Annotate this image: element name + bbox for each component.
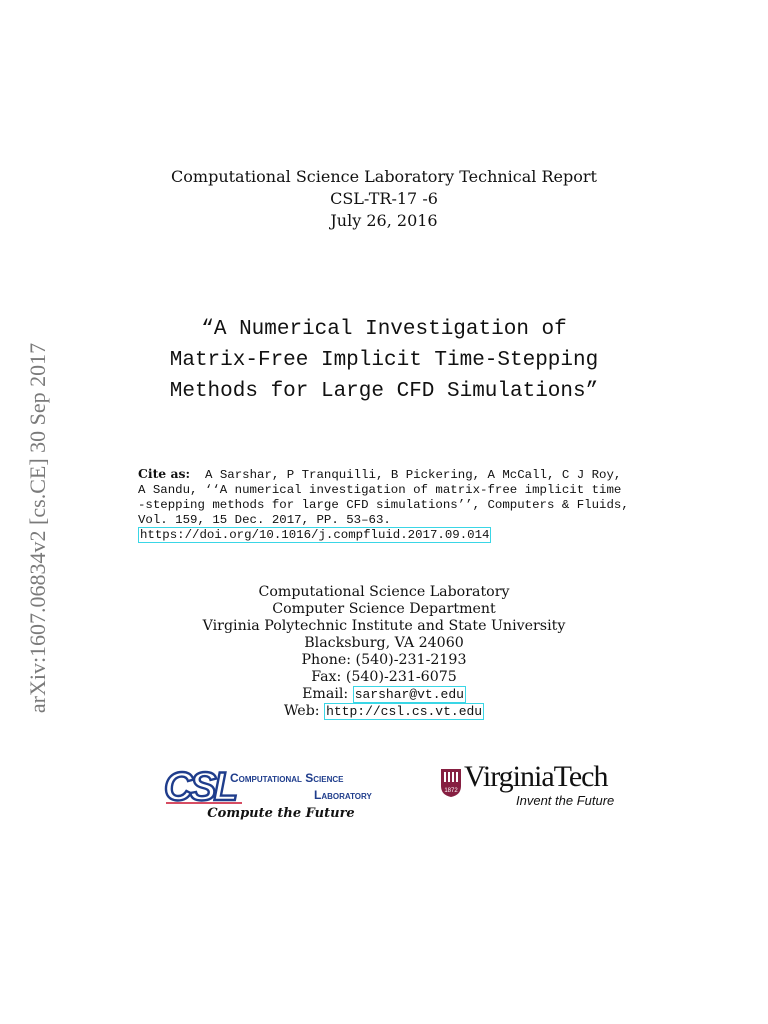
csl-line1: Computational Science [230,771,344,785]
citation-line-2: A Sandu, ‘‘A numerical investigation of matrix-free implicit time [138,483,622,497]
report-number: CSL-TR-17 -6 [330,189,438,208]
web-label: Web: [283,703,320,719]
contact-lab: Computational Science Laboratory [258,584,510,600]
lab-report-line: Computational Science Laboratory Technical Report [171,167,597,186]
vt-tagline: Invent the Future [516,793,615,808]
arxiv-side-stamp: arXiv:1607.06834v2 [cs.CE] 30 Sep 2017 [25,342,50,714]
email-link[interactable]: sarshar@vt.edu [354,687,464,702]
title-line-1: “A Numerical Investigation of [201,318,567,341]
contact-department: Computer Science Department [272,601,496,617]
vt-wordmark: VirginiaTech [464,760,608,793]
title-line-3: Methods for Large CFD Simulations” [169,380,599,403]
csl-tagline: Compute the Future [207,806,355,821]
contact-phone: Phone: (540)-231-2193 [301,652,467,668]
cite-label: Cite as: [138,466,191,481]
report-header [0,166,768,232]
contact-university: Virginia Polytechnic Institute and State University [202,618,566,634]
title-line-2: Matrix-Free Implicit Time-Stepping [169,349,599,372]
citation-line-1: A Sarshar, P Tranquilli, B Pickering, A McCall, C J Roy, [204,468,622,482]
svg-text:CSL: CSL [164,766,235,809]
email-label: Email: [302,686,349,702]
citation-block [138,466,678,543]
vt-shield-icon [440,768,462,798]
contact-fax: Fax: (540)-231-6075 [311,669,457,685]
svg-text:1872: 1872 [444,788,458,794]
web-link[interactable]: http://csl.cs.vt.edu [326,704,483,719]
contact-block [0,584,768,720]
citation-line-3: -stepping methods for large CFD simulations’’, Computers & Fluids, [138,498,629,512]
report-date: July 26, 2016 [330,211,438,230]
doi-link[interactable]: https://doi.org/10.1016/j.compfluid.2017.09.014 [140,528,490,542]
csl-line2: Laboratory [314,788,372,802]
contact-city: Blacksburg, VA 24060 [304,635,464,651]
citation-line-4: Vol. 159, 15 Dec. 2017, PP. 53–63. [138,513,391,527]
paper-title [0,314,768,407]
